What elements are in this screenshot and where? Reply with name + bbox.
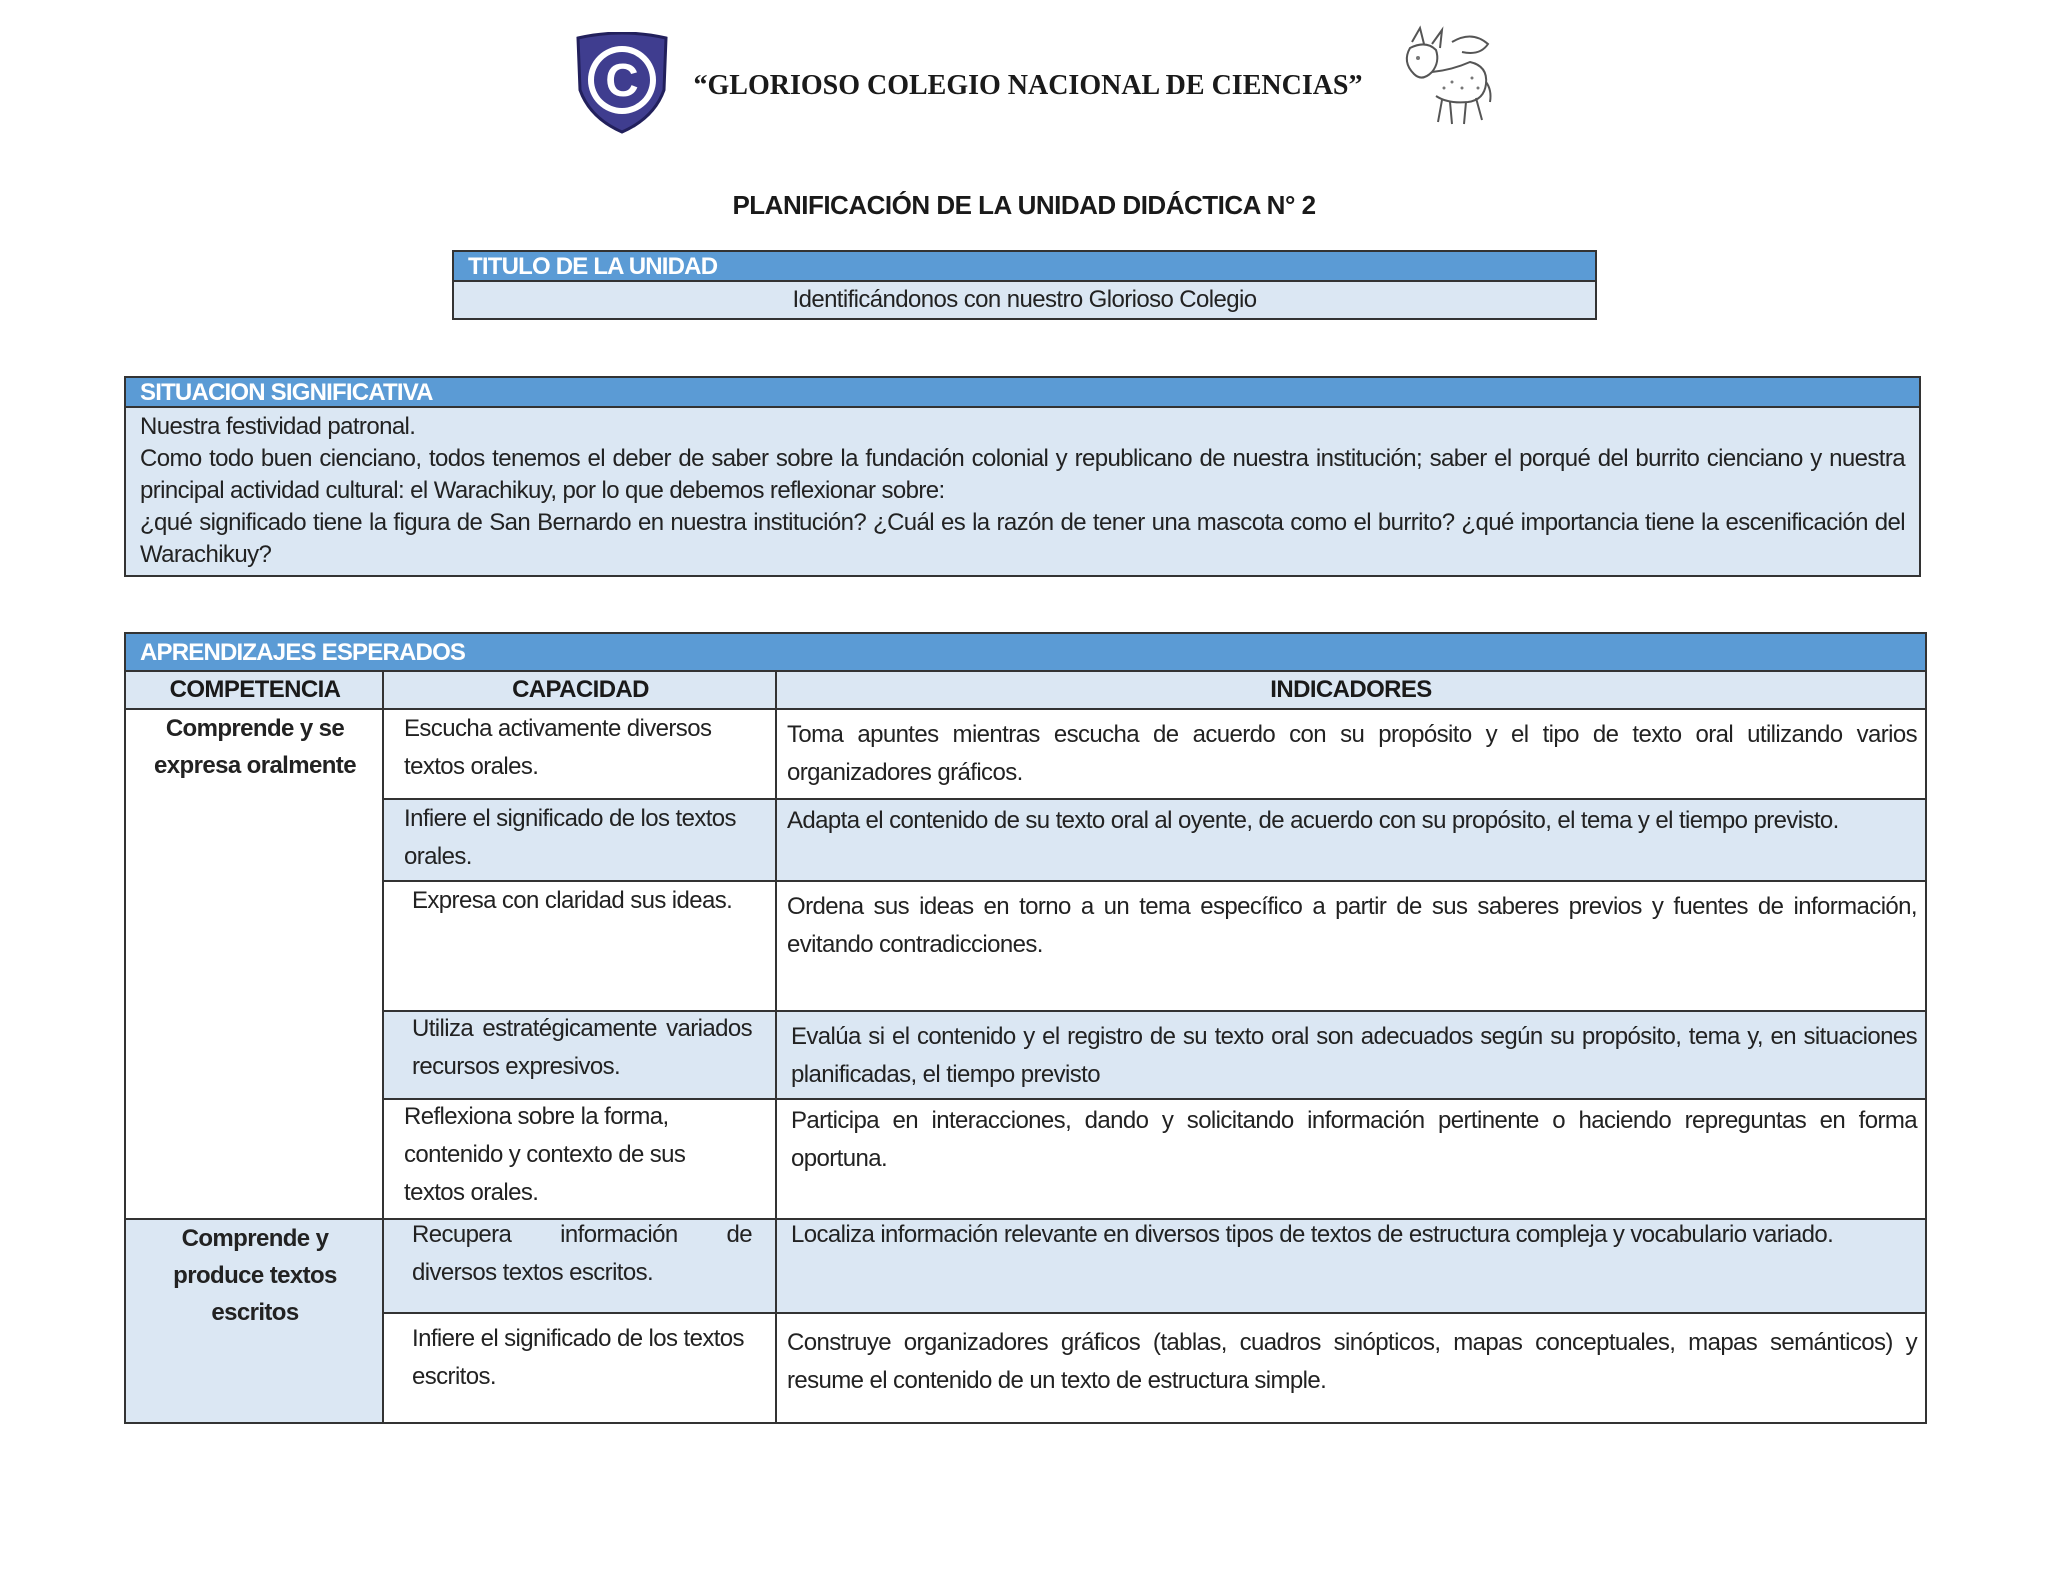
column-header-competencia: COMPETENCIA xyxy=(126,672,384,708)
capacity-cell: Recupera información de diversos textos escritos. xyxy=(412,1221,752,1286)
situation-paragraph: Nuestra festividad patronal. xyxy=(140,413,416,440)
situation-body xyxy=(126,408,1919,574)
unit-title-label: TITULO DE LA UNIDAD xyxy=(454,252,1595,282)
column-header-indicadores: INDICADORES xyxy=(777,672,1925,708)
expected-learning-table xyxy=(124,632,1927,1424)
donkey-mascot-drawing xyxy=(1392,22,1496,132)
capacity-cell: Reflexiona sobre la forma, contenido y contexto de sus textos orales. xyxy=(404,1103,686,1206)
divider xyxy=(384,1312,1925,1314)
unit-plan-title: PLANIFICACIÓN DE LA UNIDAD DIDÁCTICA N° 2 xyxy=(732,190,1316,220)
significant-situation-table xyxy=(124,376,1921,577)
divider xyxy=(126,670,1925,672)
capacity-cell: Infiere el significado de los textos escritos. xyxy=(412,1325,744,1390)
divider xyxy=(384,1010,1925,1012)
logo-letter: C xyxy=(605,54,639,106)
capacity-cell: Utiliza estratégicamente variados recursos expresivos. xyxy=(412,1015,752,1080)
school-name: “GLORIOSO COLEGIO NACIONAL DE CIENCIAS” xyxy=(693,70,1363,101)
school-shield-logo xyxy=(572,32,672,136)
indicator-cell: Adapta el contenido de su texto oral al oyente, de acuerdo con su propósito, el tema y el tiempo previsto. xyxy=(787,807,1839,834)
capacity-cell: Expresa con claridad sus ideas. xyxy=(412,887,733,914)
indicator-cell: Evalúa si el contenido y el registro de su texto oral son adecuados según su propósito, tema y, en situaciones planificadas, el tiempo previsto xyxy=(791,1023,1917,1088)
divider xyxy=(382,672,384,1422)
divider xyxy=(126,708,1925,710)
competency-written: Comprende y produce textos escritos xyxy=(126,1220,384,1422)
competency-oral: Comprende y se expresa oralmente xyxy=(154,715,356,779)
donkey-sketch-graphic xyxy=(1392,22,1496,132)
indicator-cell: Localiza información relevante en diversos tipos de textos de estructura compleja y vocabulario variado. xyxy=(791,1221,1834,1248)
situation-paragraph: ¿qué significado tiene la figura de San Bernardo en nuestra institución? ¿Cuál es la razón de tener una mascota como el burrito? ¿qué importancia tiene la escenificación del Warachikuy? xyxy=(140,509,1905,568)
divider xyxy=(775,672,777,1422)
indicator-cell: Participa en interacciones, dando y solicitando información pertinente o haciendo repreguntas en forma oportuna. xyxy=(791,1107,1917,1172)
divider xyxy=(384,1098,1925,1100)
situation-paragraph: Como todo buen cienciano, todos tenemos el deber de saber sobre la fundación colonial y republicano de nuestra institución; saber el porqué del burrito cienciano y nuestra principal actividad cultural: el Warachikuy, por lo que debemos reflexionar sobre: xyxy=(140,445,1905,504)
divider xyxy=(384,880,1925,882)
divider xyxy=(384,798,1925,800)
indicator-cell: Construye organizadores gráficos (tablas, cuadros sinópticos, mapas conceptuales, mapas semánticos) y resume el contenido de un texto de estructura simple. xyxy=(787,1329,1917,1394)
column-header-capacidad: CAPACIDAD xyxy=(384,672,777,708)
indicator-cell: Ordena sus ideas en torno a un tema específico a partir de sus saberes previos y fuentes de información, evitando contradicciones. xyxy=(787,893,1917,958)
situation-label: SITUACION SIGNIFICATIVA xyxy=(126,378,1919,408)
divider xyxy=(126,1218,1925,1220)
shield-logo-graphic xyxy=(572,32,672,136)
capacity-cell: Infiere el significado de los textos orales. xyxy=(404,805,736,870)
expected-learning-label: APRENDIZAJES ESPERADOS xyxy=(126,634,1925,672)
indicator-cell: Toma apuntes mientras escucha de acuerdo con su propósito y el tipo de texto oral utilizando varios organizadores gráficos. xyxy=(787,721,1917,786)
unit-title-value: Identificándonos con nuestro Glorioso Colegio xyxy=(792,286,1257,313)
unit-title-table xyxy=(452,250,1597,320)
capacity-cell: Escucha activamente diversos textos orales. xyxy=(404,715,712,780)
